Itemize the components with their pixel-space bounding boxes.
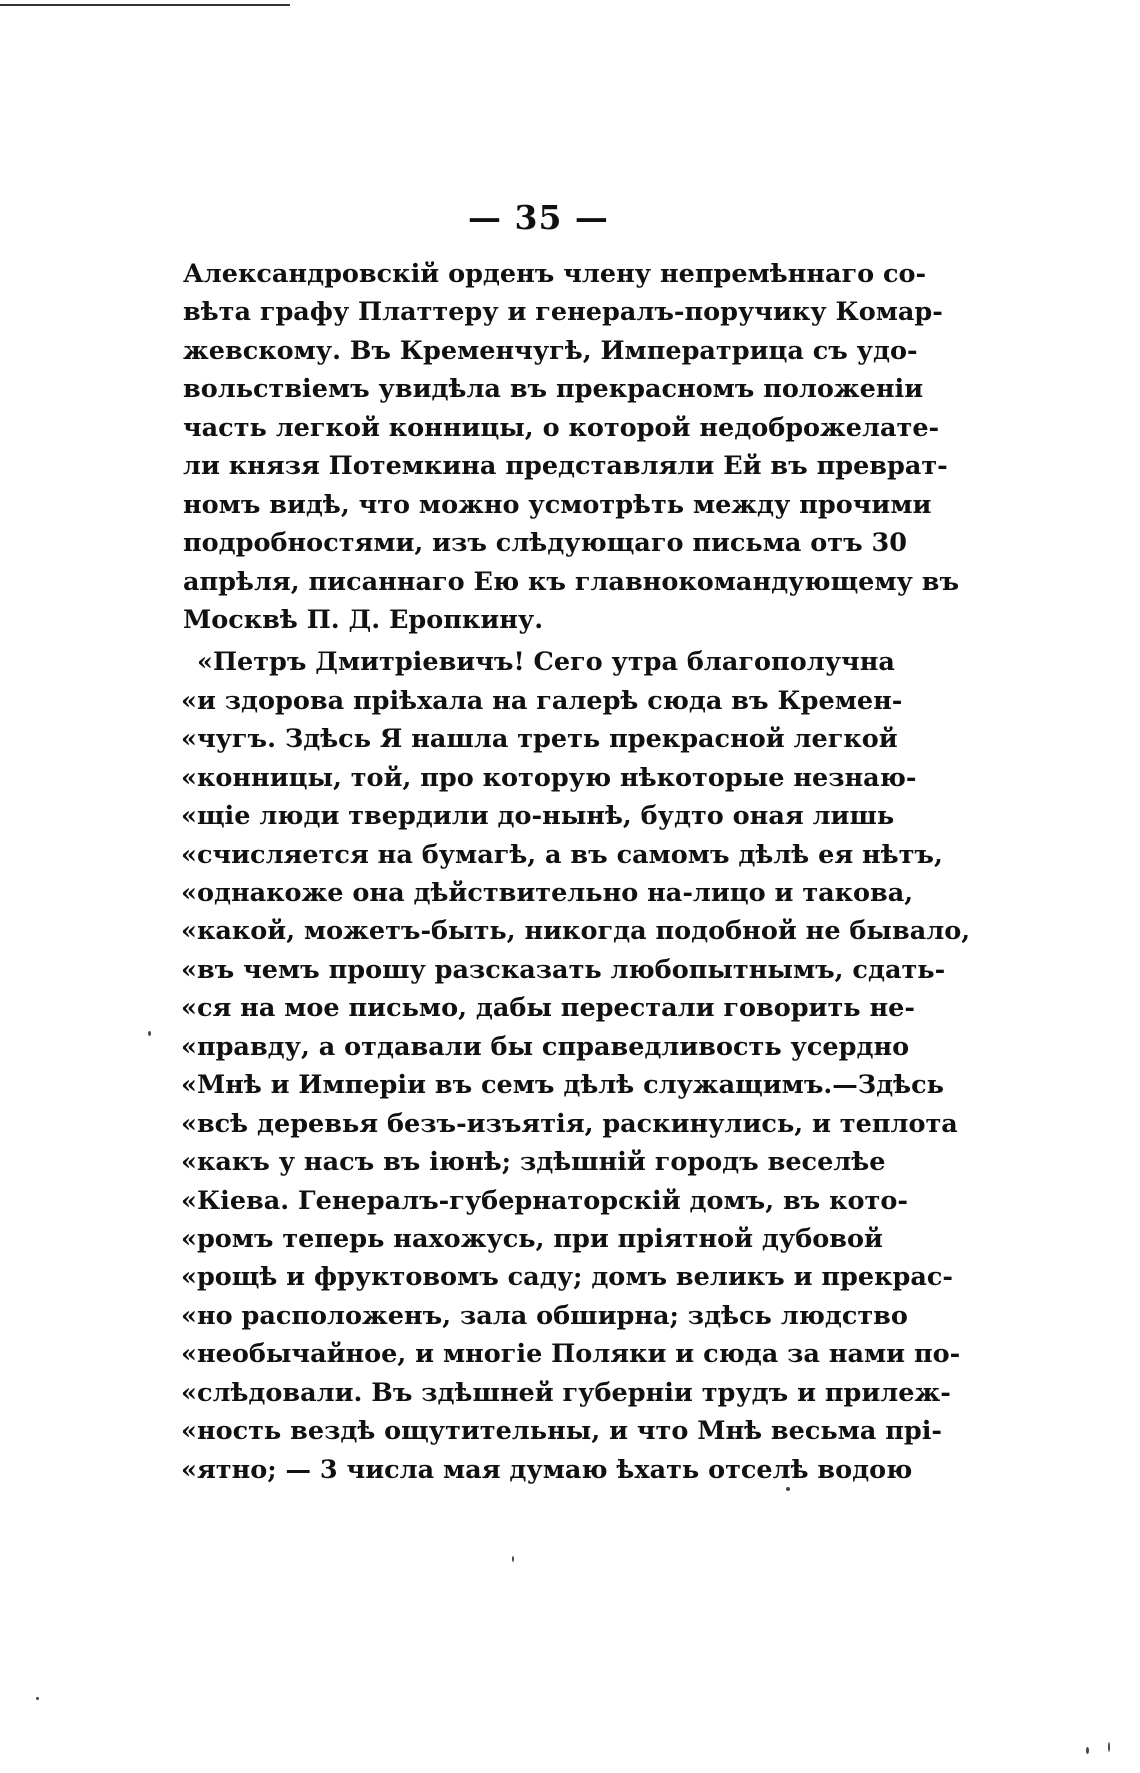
text-line: номъ видѣ, что можно усмотрѣть между прочими bbox=[183, 489, 932, 520]
text-line: «ятно; — 3 числа мая думаю ѣхать отселѣ водою bbox=[181, 1454, 913, 1485]
text-line: «и здорова пріѣхала на галерѣ сюда въ Кремен- bbox=[181, 685, 903, 716]
text-line: Москвѣ П. Д. Еропкину. bbox=[183, 604, 544, 635]
text-line: апрѣля, писаннаго Ею къ главнокомандующему въ bbox=[183, 566, 960, 597]
scan-speck bbox=[1086, 1747, 1089, 1754]
text-line: «рощѣ и фруктовомъ саду; домъ великъ и прекрас- bbox=[181, 1262, 953, 1293]
text-line: «Кіева. Генералъ-губернаторскій домъ, въ кото- bbox=[181, 1185, 908, 1216]
text-line: «однакоже она дѣйствительно на-лицо и такова, bbox=[181, 878, 914, 908]
text-line: «но расположенъ, зала обширна; здѣсь людство bbox=[181, 1300, 908, 1331]
text-line: подробностями, изъ слѣдующаго письма отъ 30 bbox=[183, 528, 908, 559]
scan-speck bbox=[36, 1697, 39, 1700]
top-edge-rule bbox=[0, 4, 290, 6]
body-text bbox=[181, 255, 971, 1489]
text-line: Александровскій орденъ члену непремѣннаго со- bbox=[183, 259, 927, 289]
text-line: «Мнѣ и Имперіи въ семъ дѣлѣ служащимъ.—Здѣсь bbox=[181, 1070, 944, 1101]
text-line: «счисляется на бумагѣ, а въ самомъ дѣлѣ ея нѣтъ, bbox=[181, 839, 943, 870]
scan-speck bbox=[1108, 1742, 1110, 1752]
text-line: «чугъ. Здѣсь Я нашла треть прекрасной легкой bbox=[181, 724, 898, 755]
text-line: «въ чемъ прошу разсказать любопытнымъ, сдать- bbox=[181, 954, 946, 985]
text-line: «какой, можетъ-быть, никогда подобной не бывало, bbox=[181, 916, 971, 947]
text-line: «какъ у насъ въ іюнѣ; здѣшній городъ веселѣе bbox=[181, 1147, 886, 1178]
text-line: часть легкой конницы, о которой недоброжелате- bbox=[183, 412, 940, 443]
quoted-letter bbox=[181, 643, 971, 1489]
text-line: «всѣ деревья безъ-изъятія, раскинулись, и теплота bbox=[181, 1108, 958, 1139]
text-line: вольствіемъ увидѣла въ прекрасномъ положеніи bbox=[183, 374, 924, 405]
text-line: «Петръ Дмитріевичъ! Сего утра благополучна bbox=[197, 647, 895, 678]
scan-speck bbox=[786, 1487, 790, 1491]
text-line: жевскому. Въ Кременчугѣ, Императрица съ удо- bbox=[183, 335, 918, 366]
page-number: — 35 — bbox=[468, 198, 609, 237]
scan-speck bbox=[148, 1031, 151, 1036]
text-line: «щіе люди твердили до-нынѣ, будто оная лишь bbox=[181, 801, 895, 832]
text-line: «конницы, той, про которую нѣкоторые незнаю- bbox=[181, 762, 917, 793]
narrative-paragraph bbox=[183, 255, 960, 639]
text-line: вѣта графу Платтеру и генералъ-поручику Комар- bbox=[183, 297, 943, 328]
text-line: «ромъ теперь нахожусь, при пріятной дубовой bbox=[181, 1223, 883, 1254]
text-line: «ся на мое письмо, дабы перестали говорить не- bbox=[181, 993, 915, 1024]
text-line: ли князя Потемкина представляли Ей въ преврат- bbox=[183, 451, 948, 482]
text-line: «слѣдовали. Въ здѣшней губерніи трудъ и прилеж- bbox=[181, 1377, 951, 1408]
text-line: «ность вездѣ ощутительны, и что Мнѣ весьма прі- bbox=[181, 1416, 943, 1447]
scan-speck bbox=[512, 1556, 514, 1562]
text-line: «необычайное, и многіе Поляки и сюда за нами по- bbox=[181, 1339, 961, 1370]
text-line: «правду, а отдавали бы справедливость усердно bbox=[181, 1031, 910, 1062]
